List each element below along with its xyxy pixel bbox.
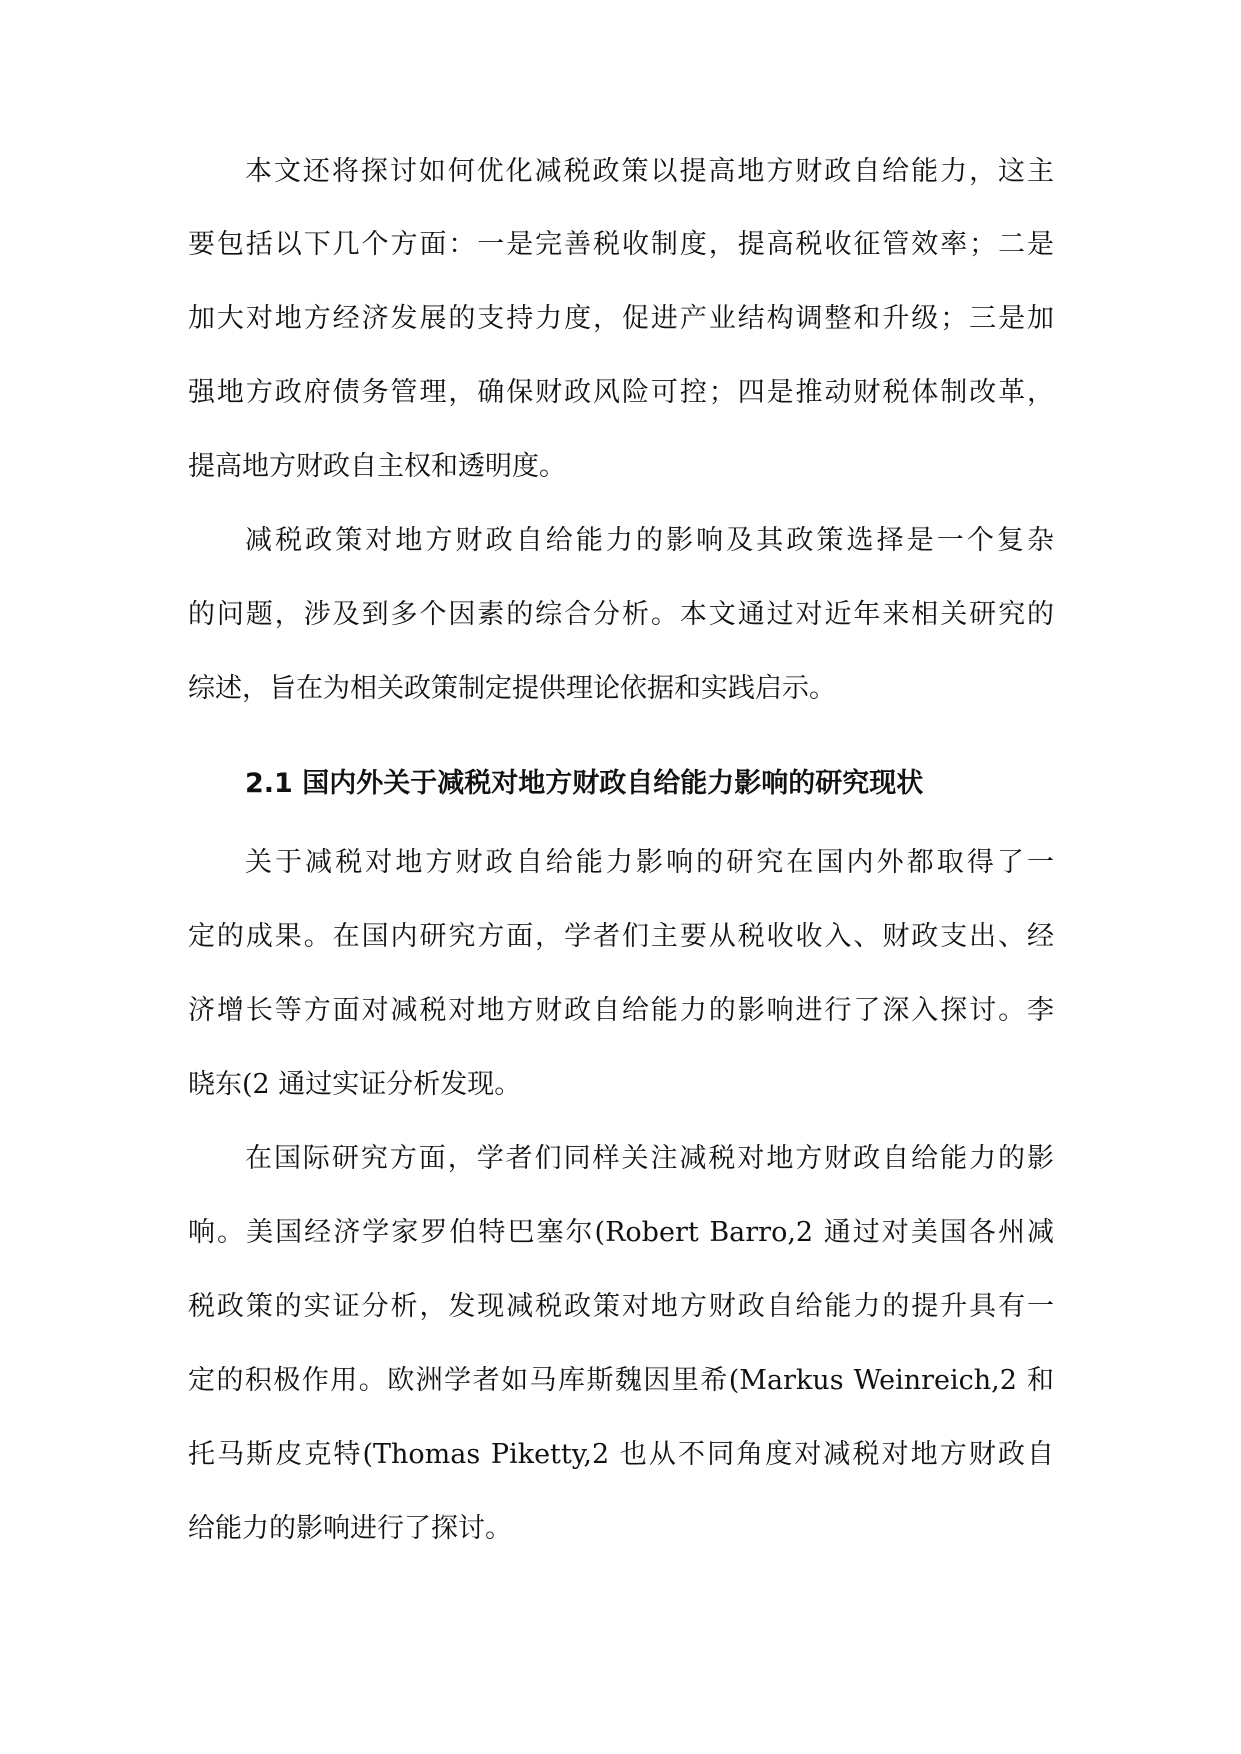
section-paragraph-1-line-4: 晓东(2 通过实证分析发现。 xyxy=(188,1069,522,1100)
section-paragraph-2-line-2: 响。美国经济学家罗伯特巴塞尔(Robert Barro,2 通过对美国各州减 xyxy=(188,1217,1054,1248)
section-paragraph-2-line-1: 在国际研究方面，学者们同样关注减税对地方财政自给能力的影 xyxy=(245,1143,1054,1174)
section-paragraph-1-line-1: 关于减税对地方财政自给能力影响的研究在国内外都取得了一 xyxy=(245,847,1054,878)
paragraph-2-line-1: 减税政策对地方财政自给能力的影响及其政策选择是一个复杂 xyxy=(245,525,1054,556)
paragraph-2-line-3: 综述，旨在为相关政策制定提供理论依据和实践启示。 xyxy=(188,673,836,704)
section-paragraph-2-line-4: 定的积极作用。欧洲学者如马库斯魏因里希(Markus Weinreich,2 和 xyxy=(188,1365,1054,1396)
paragraph-1-line-5: 提高地方财政自主权和透明度。 xyxy=(188,451,566,482)
paragraph-1-line-1: 本文还将探讨如何优化减税政策以提高地方财政自给能力，这主 xyxy=(245,156,1054,187)
section-paragraph-1-line-3: 济增长等方面对减税对地方财政自给能力的影响进行了深入探讨。李 xyxy=(188,995,1054,1026)
paragraph-1-line-3: 加大对地方经济发展的支持力度，促进产业结构调整和升级；三是加 xyxy=(188,303,1054,334)
paragraph-1-line-2: 要包括以下几个方面：一是完善税收制度，提高税收征管效率；二是 xyxy=(188,229,1054,260)
section-paragraph-2-line-5: 托马斯皮克特(Thomas Piketty,2 也从不同角度对减税对地方财政自 xyxy=(188,1439,1054,1470)
section-paragraph-1-line-2: 定的成果。在国内研究方面，学者们主要从税收收入、财政支出、经 xyxy=(188,921,1054,952)
paragraph-1-line-4: 强地方政府债务管理，确保财政风险可控；四是推动财税体制改革， xyxy=(188,377,1054,408)
section-heading: 2.1 国内外关于减税对地方财政自给能力影响的研究现状 xyxy=(245,768,924,799)
section-paragraph-2-line-3: 税政策的实证分析，发现减税政策对地方财政自给能力的提升具有一 xyxy=(188,1291,1054,1322)
section-paragraph-2-line-6: 给能力的影响进行了探讨。 xyxy=(188,1513,512,1544)
paragraph-2-line-2: 的问题，涉及到多个因素的综合分析。本文通过对近年来相关研究的 xyxy=(188,599,1054,630)
